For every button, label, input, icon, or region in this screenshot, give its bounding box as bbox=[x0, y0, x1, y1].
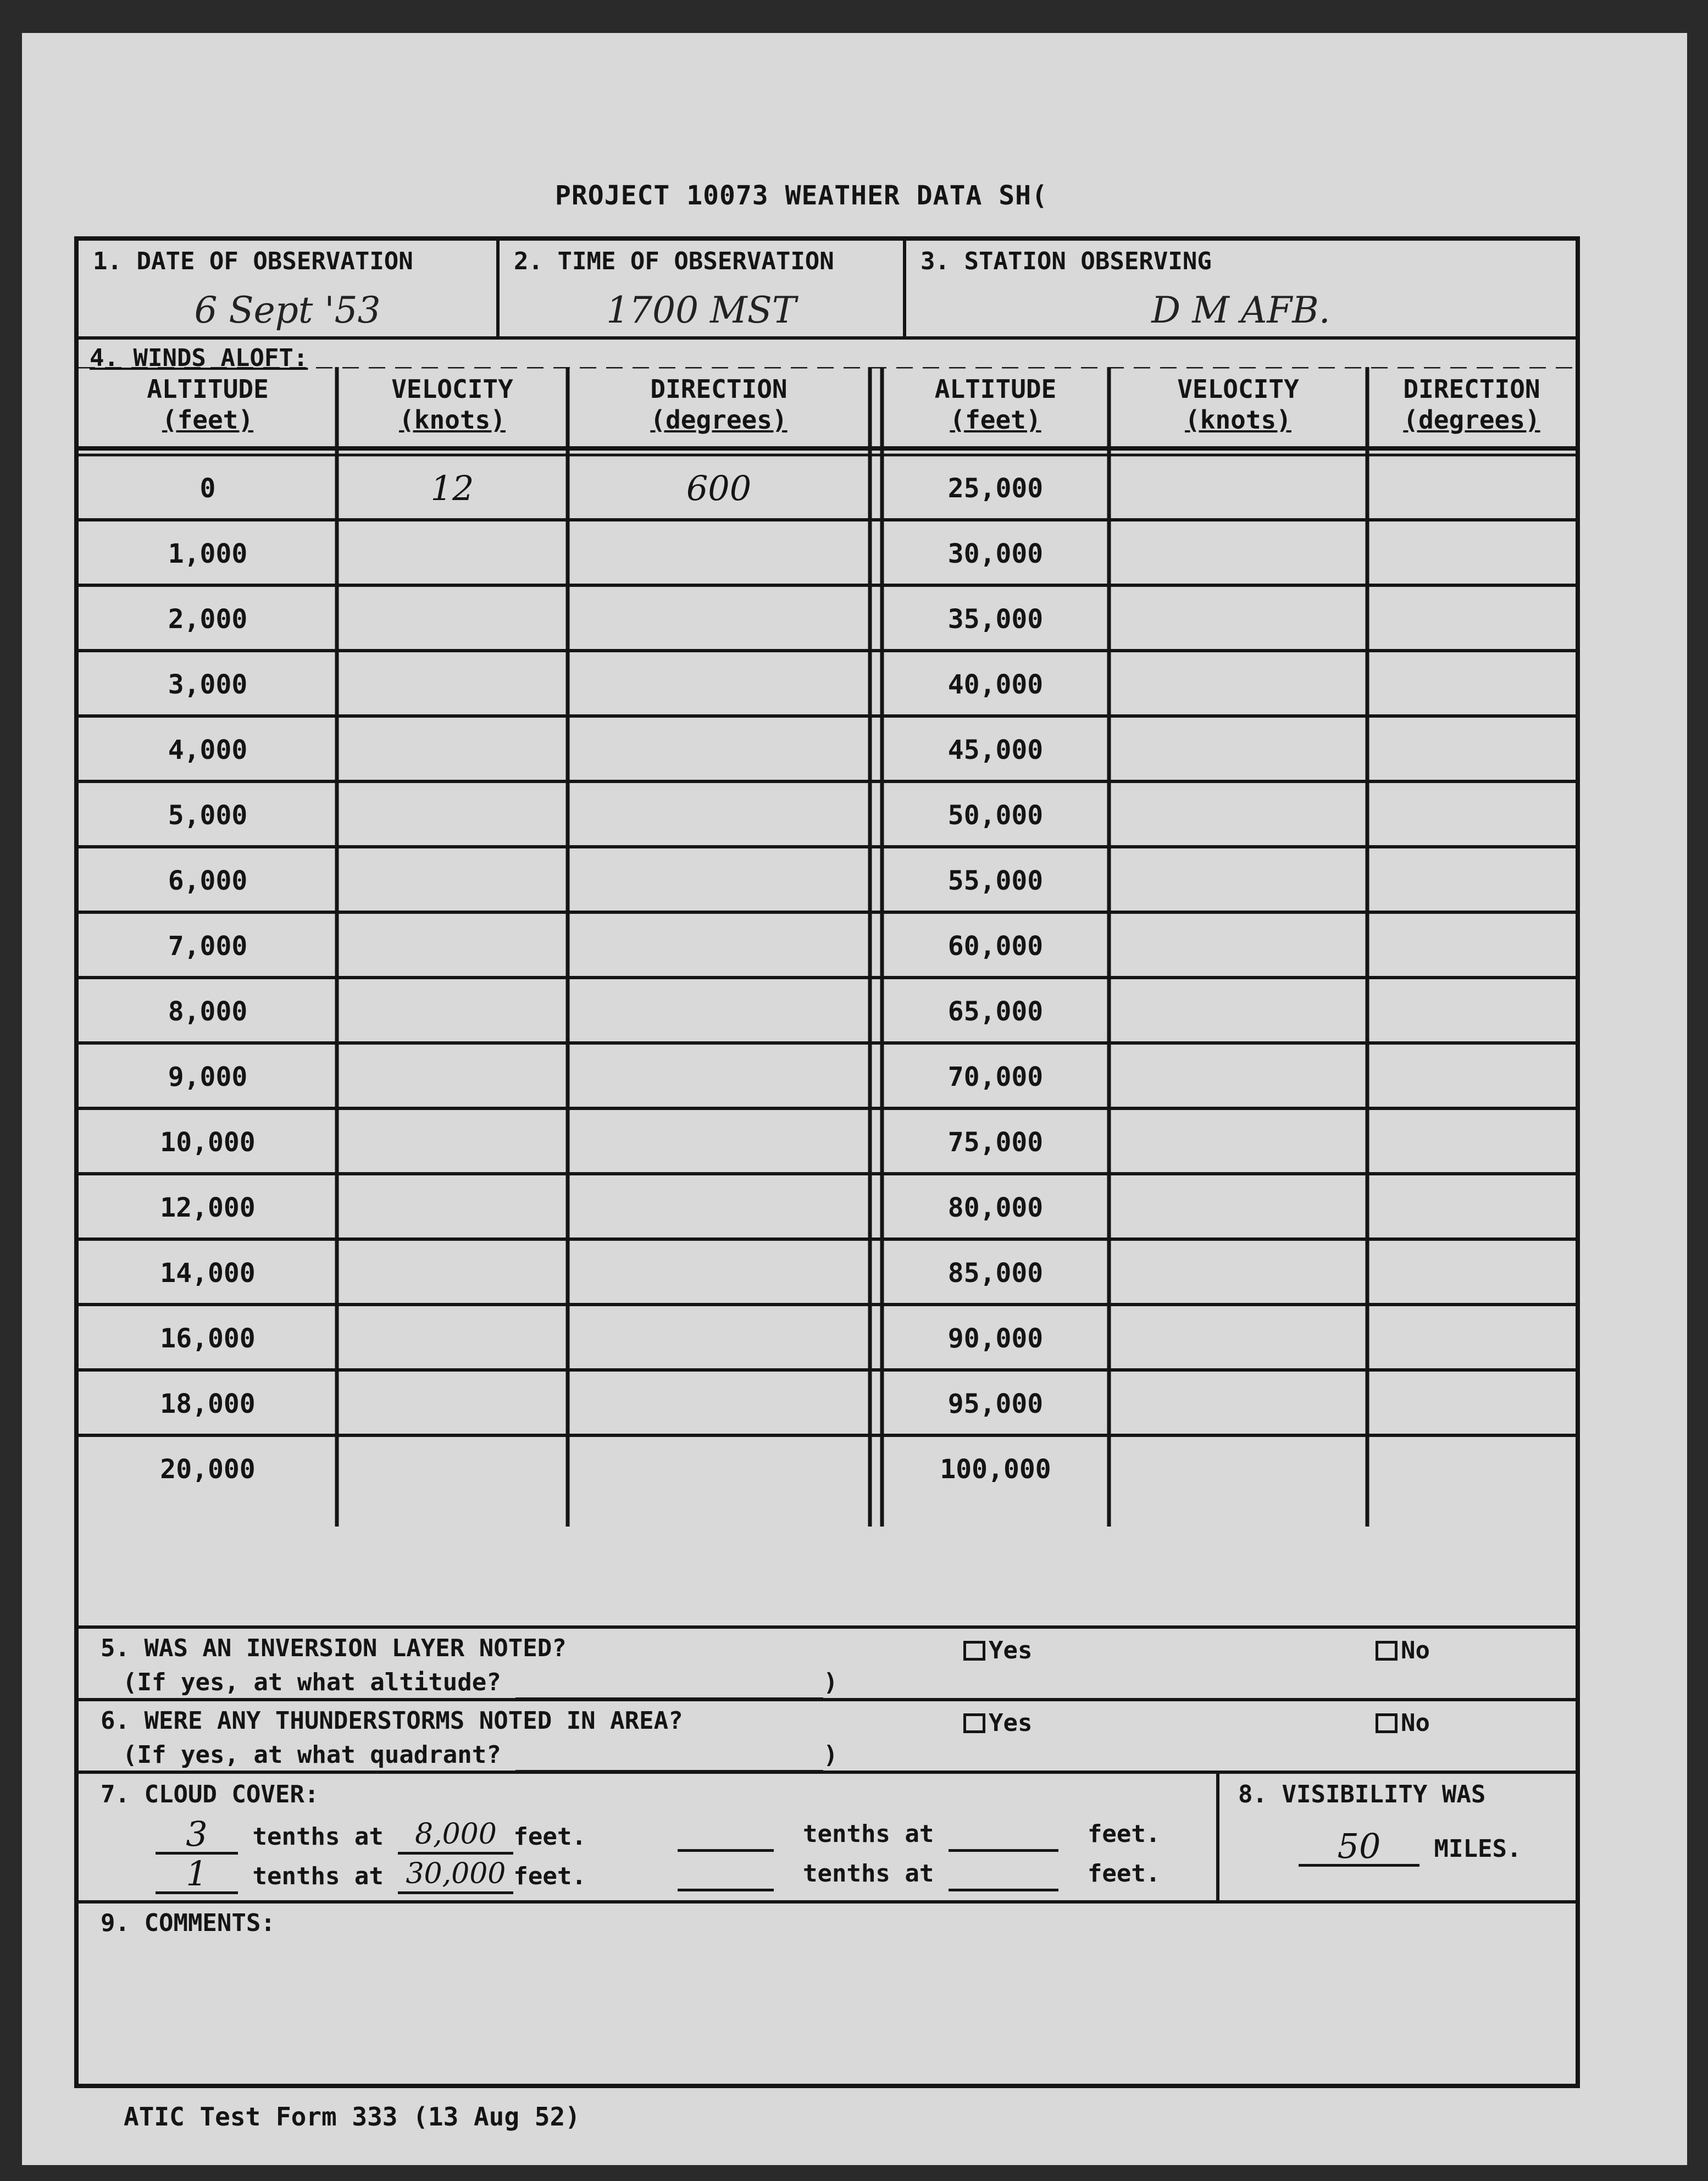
wind-cell-velocity-left[interactable] bbox=[337, 1241, 568, 1306]
wind-cell-direction-right[interactable] bbox=[1367, 521, 1576, 586]
wind-cell-altitude-left: 0 bbox=[199, 473, 216, 504]
cloud-4-tenths[interactable] bbox=[678, 1889, 774, 1891]
wind-cell-direction-right[interactable] bbox=[1367, 783, 1576, 848]
wind-cell-altitude-right: 40,000 bbox=[947, 669, 1044, 700]
cloud-entry-4: tenths at feet. bbox=[678, 1856, 1160, 1891]
wind-cell-altitude-left: 6,000 bbox=[168, 865, 248, 896]
cloud-3-feet[interactable] bbox=[949, 1849, 1058, 1852]
wind-cell-velocity-left[interactable] bbox=[337, 783, 568, 848]
thunderstorms-no-option[interactable]: No bbox=[1376, 1709, 1430, 1737]
wind-cell-direction-left[interactable] bbox=[568, 1045, 870, 1109]
winds-aloft-label: 4. WINDS ALOFT: bbox=[90, 344, 308, 372]
wind-cell-velocity-right[interactable] bbox=[1109, 521, 1367, 586]
wind-cell-velocity-right[interactable] bbox=[1109, 456, 1367, 521]
wind-cell-velocity-left[interactable] bbox=[337, 848, 568, 913]
date-of-observation-cell bbox=[79, 241, 496, 336]
wind-cell-altitude-right: 100,000 bbox=[940, 1454, 1051, 1485]
wind-cell-direction-left[interactable] bbox=[568, 1175, 870, 1240]
wind-cell-direction-right[interactable] bbox=[1367, 979, 1576, 1044]
wind-cell-altitude-right: 65,000 bbox=[947, 996, 1044, 1027]
wind-cell-velocity-left[interactable] bbox=[337, 652, 568, 717]
wind-cell-altitude-right: 75,000 bbox=[947, 1127, 1044, 1158]
wind-cell-altitude-left: 20,000 bbox=[160, 1454, 256, 1485]
cloud-entry-1: 3 tenths at 8,000 feet. bbox=[156, 1817, 586, 1855]
wind-cell-velocity-right[interactable] bbox=[1109, 652, 1367, 717]
wind-cell-velocity-right[interactable] bbox=[1109, 1372, 1367, 1436]
wind-cell-altitude-left: 8,000 bbox=[168, 996, 248, 1027]
cloud-2-feet[interactable]: 30,000 bbox=[398, 1856, 513, 1894]
wind-cell-direction-right[interactable] bbox=[1367, 1372, 1576, 1436]
wind-cell-direction-right[interactable] bbox=[1367, 1306, 1576, 1371]
wind-cell-direction-right[interactable] bbox=[1367, 1241, 1576, 1306]
comments-field[interactable] bbox=[101, 1947, 1554, 2073]
inversion-yes-checkbox[interactable] bbox=[963, 1641, 985, 1661]
wind-cell-direction-right[interactable] bbox=[1367, 1175, 1576, 1240]
wind-cell-velocity-right[interactable] bbox=[1109, 1306, 1367, 1371]
observation-header-row bbox=[79, 241, 1576, 340]
date-label: 1. DATE OF OBSERVATION bbox=[93, 247, 413, 275]
winds-aloft-table bbox=[79, 367, 1576, 1527]
wind-cell-altitude-left: 2,000 bbox=[168, 604, 248, 635]
wind-cell-altitude-left: 5,000 bbox=[168, 800, 248, 831]
wind-cell-velocity-left[interactable] bbox=[337, 521, 568, 586]
cloud-entry-2: 1 tenths at 30,000 feet. bbox=[156, 1856, 586, 1894]
wind-cell-altitude-right: 55,000 bbox=[947, 865, 1044, 896]
cloud-4-feet[interactable] bbox=[949, 1889, 1058, 1891]
wind-cell-velocity-right[interactable] bbox=[1109, 783, 1367, 848]
station-label: 3. STATION OBSERVING bbox=[920, 247, 1212, 275]
wind-cell-velocity-left[interactable] bbox=[337, 718, 568, 783]
wind-cell-direction-left[interactable] bbox=[568, 718, 870, 783]
form-footer: ATIC Test Form 333 (13 Aug 52) bbox=[124, 2102, 580, 2132]
col-head-velocity-left: VELOCITY (knots) bbox=[391, 374, 513, 435]
cloud-3-tenths[interactable] bbox=[678, 1849, 774, 1852]
time-label: 2. TIME OF OBSERVATION bbox=[514, 247, 834, 275]
wind-cell-altitude-right: 80,000 bbox=[947, 1192, 1044, 1223]
wind-cell-direction-right[interactable] bbox=[1367, 652, 1576, 717]
thunderstorms-yes-option[interactable]: Yes bbox=[963, 1709, 1032, 1737]
wind-cell-velocity-right[interactable] bbox=[1109, 1437, 1367, 1502]
cloud-1-feet[interactable]: 8,000 bbox=[398, 1817, 513, 1855]
wind-cell-direction-right[interactable] bbox=[1367, 1110, 1576, 1175]
wind-cell-altitude-right: 45,000 bbox=[947, 735, 1044, 765]
wind-cell-altitude-left: 3,000 bbox=[168, 669, 248, 700]
weather-data-form bbox=[74, 236, 1580, 2088]
wind-cell-direction-left[interactable] bbox=[568, 521, 870, 586]
wind-cell-altitude-left: 14,000 bbox=[160, 1258, 256, 1289]
wind-cell-altitude-left: 9,000 bbox=[168, 1062, 248, 1092]
inversion-no-checkbox[interactable] bbox=[1376, 1641, 1398, 1661]
wind-cell-velocity-left[interactable] bbox=[337, 1110, 568, 1175]
col-head-direction-left: DIRECTION (degrees) bbox=[650, 374, 788, 435]
wind-cell-direction-left[interactable] bbox=[568, 848, 870, 913]
comments-row bbox=[79, 1900, 1576, 2084]
wind-cell-direction-right[interactable] bbox=[1367, 718, 1576, 783]
station-value[interactable]: D M AFB. bbox=[1151, 289, 1330, 331]
wind-cell-velocity-left[interactable]: 12 bbox=[430, 468, 474, 508]
wind-cell-direction-left[interactable] bbox=[568, 1241, 870, 1306]
inversion-question-row bbox=[79, 1625, 1576, 1698]
wind-cell-velocity-right[interactable] bbox=[1109, 718, 1367, 783]
visibility-label: 8. VISIBILITY WAS bbox=[1238, 1780, 1486, 1808]
wind-cell-altitude-left: 7,000 bbox=[168, 931, 248, 962]
wind-cell-direction-left[interactable] bbox=[568, 1306, 870, 1371]
wind-cell-velocity-left[interactable] bbox=[337, 1045, 568, 1109]
wind-cell-altitude-right: 35,000 bbox=[947, 604, 1044, 635]
wind-cell-velocity-right[interactable] bbox=[1109, 1045, 1367, 1109]
wind-cell-direction-left[interactable] bbox=[568, 587, 870, 652]
visibility-entry: 50 MILES. bbox=[1299, 1829, 1521, 1867]
time-of-observation-cell bbox=[496, 241, 903, 336]
cloud-cover-label: 7. CLOUD COVER: bbox=[101, 1780, 319, 1808]
wind-cell-direction-right[interactable] bbox=[1367, 1045, 1576, 1109]
thunderstorms-question-row bbox=[79, 1698, 1576, 1771]
col-head-velocity-right: VELOCITY (knots) bbox=[1177, 374, 1299, 435]
col-head-altitude-right: ALTITUDE (feet) bbox=[934, 374, 1057, 435]
wind-cell-velocity-left[interactable] bbox=[337, 1372, 568, 1436]
wind-cell-direction-right[interactable] bbox=[1367, 848, 1576, 913]
thunderstorms-no-checkbox[interactable] bbox=[1376, 1713, 1398, 1733]
wind-cell-direction-right[interactable] bbox=[1367, 587, 1576, 652]
wind-cell-altitude-left: 4,000 bbox=[168, 735, 248, 765]
wind-cell-direction-left[interactable] bbox=[568, 914, 870, 979]
col-head-altitude-left: ALTITUDE (feet) bbox=[147, 374, 269, 435]
thunderstorms-yes-checkbox[interactable] bbox=[963, 1713, 985, 1733]
wind-cell-altitude-right: 70,000 bbox=[947, 1062, 1044, 1092]
wind-cell-altitude-right: 95,000 bbox=[947, 1389, 1044, 1419]
inversion-yes-option[interactable]: Yes bbox=[963, 1636, 1032, 1664]
wind-cell-direction-right[interactable] bbox=[1367, 456, 1576, 521]
wind-cell-velocity-left[interactable] bbox=[337, 1306, 568, 1371]
wind-cell-direction-right[interactable] bbox=[1367, 914, 1576, 979]
wind-cell-altitude-left: 10,000 bbox=[160, 1127, 256, 1158]
thunderstorms-followup: (If yes, at what quadrant? ) bbox=[123, 1738, 838, 1773]
cloud-2-tenths[interactable]: 1 bbox=[156, 1856, 238, 1894]
wind-cell-direction-left[interactable] bbox=[568, 1110, 870, 1175]
wind-cell-velocity-left[interactable] bbox=[337, 587, 568, 652]
wind-cell-velocity-right[interactable] bbox=[1109, 1110, 1367, 1175]
wind-cell-direction-left[interactable] bbox=[568, 783, 870, 848]
cloud-1-tenths[interactable]: 3 bbox=[156, 1817, 238, 1855]
inversion-no-option[interactable]: No bbox=[1376, 1636, 1430, 1664]
wind-cell-velocity-left[interactable] bbox=[337, 1175, 568, 1240]
wind-cell-velocity-right[interactable] bbox=[1109, 979, 1367, 1044]
wind-cell-velocity-right[interactable] bbox=[1109, 1175, 1367, 1240]
wind-cell-altitude-right: 60,000 bbox=[947, 931, 1044, 962]
wind-cell-direction-left[interactable] bbox=[568, 1437, 870, 1502]
wind-cell-altitude-right: 25,000 bbox=[947, 473, 1044, 504]
time-value[interactable]: 1700 MST bbox=[606, 289, 796, 331]
wind-cell-altitude-right: 30,000 bbox=[947, 539, 1044, 569]
wind-cell-direction-right[interactable] bbox=[1367, 1437, 1576, 1502]
station-observing-cell bbox=[903, 241, 1576, 336]
wind-cell-direction-left[interactable] bbox=[568, 979, 870, 1044]
wind-cell-velocity-right[interactable] bbox=[1109, 587, 1367, 652]
visibility-divider bbox=[1216, 1774, 1219, 1900]
visibility-value[interactable]: 50 bbox=[1299, 1829, 1419, 1867]
wind-cell-altitude-left: 1,000 bbox=[168, 539, 248, 569]
wind-cell-altitude-left: 16,000 bbox=[160, 1323, 256, 1354]
wind-cell-altitude-right: 85,000 bbox=[947, 1258, 1044, 1289]
wind-cell-altitude-left: 18,000 bbox=[160, 1389, 256, 1419]
inversion-question: 5. WAS AN INVERSION LAYER NOTED? bbox=[101, 1634, 567, 1662]
wind-cell-velocity-left[interactable] bbox=[337, 1437, 568, 1502]
wind-cell-velocity-left[interactable] bbox=[337, 914, 568, 979]
wind-cell-altitude-left: 12,000 bbox=[160, 1192, 256, 1223]
wind-cell-velocity-right[interactable] bbox=[1109, 914, 1367, 979]
wind-cell-altitude-right: 50,000 bbox=[947, 800, 1044, 831]
wind-cell-velocity-left[interactable] bbox=[337, 979, 568, 1044]
wind-cell-direction-left[interactable] bbox=[568, 652, 870, 717]
date-value[interactable]: 6 Sept '53 bbox=[194, 289, 381, 331]
cloud-visibility-row bbox=[79, 1771, 1576, 1900]
wind-cell-velocity-right[interactable] bbox=[1109, 848, 1367, 913]
wind-cell-direction-left[interactable]: 600 bbox=[686, 468, 752, 508]
sheet-title: PROJECT 10073 WEATHER DATA SH( bbox=[555, 180, 1048, 211]
col-head-direction-right: DIRECTION (degrees) bbox=[1403, 374, 1540, 435]
cloud-entry-3: tenths at feet. bbox=[678, 1817, 1160, 1852]
thunderstorms-question: 6. WERE ANY THUNDERSTORMS NOTED IN AREA? bbox=[101, 1707, 683, 1735]
wind-cell-velocity-right[interactable] bbox=[1109, 1241, 1367, 1306]
wind-cell-altitude-right: 90,000 bbox=[947, 1323, 1044, 1354]
comments-label: 9. COMMENTS: bbox=[101, 1909, 275, 1937]
inversion-followup: (If yes, at what altitude? ) bbox=[123, 1665, 838, 1700]
wind-cell-direction-left[interactable] bbox=[568, 1372, 870, 1436]
